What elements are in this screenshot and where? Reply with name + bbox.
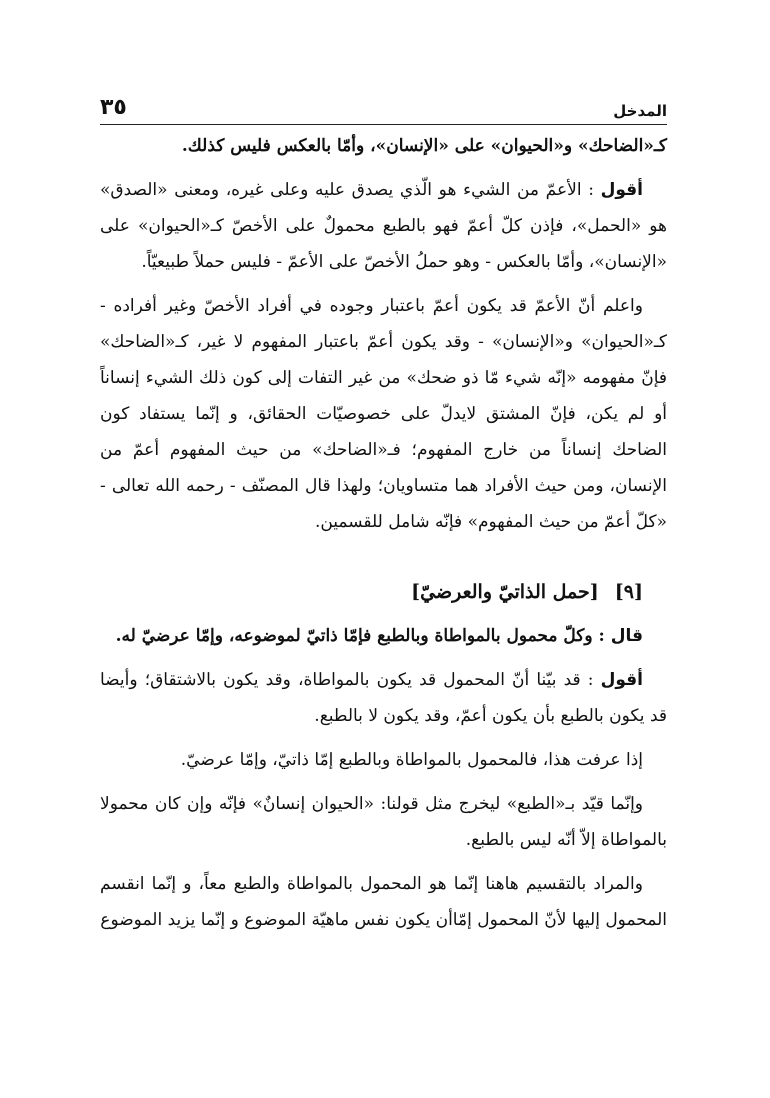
section-label-aqulu: أقول xyxy=(600,670,643,690)
section-spacer xyxy=(100,540,667,574)
section-label-qala: قال xyxy=(610,626,643,646)
section-title: [حمل الذاتيّ والعرضيّ] xyxy=(411,581,599,603)
paragraph-2 xyxy=(100,172,667,280)
paragraph-label-aqulu: أقول xyxy=(600,180,643,200)
section-heading xyxy=(100,574,667,610)
section-text-3: إذا عرفت هذا، فالمحمول بالمواطاة وبالطبع إمّا ذاتيّ، وإمّا عرضيّ. xyxy=(180,750,643,770)
section-text-5: والمراد بالتقسيم هاهنا إنّما هو المحمول بالمواطاة والطبع معاً، و إنّما انقسم المحمول إليها لأنّ المحمول إمّاأن يكون نفس ماهيّة الموضوع و إنّما يزيد الموضوع xyxy=(100,874,667,930)
section-text-1: : وكلّ محمول بالمواطاة وبالطبع فإمّا ذاتيّ لموضوعه، وإمّا عرضيّ له. xyxy=(115,626,605,646)
section-paragraph-2 xyxy=(100,662,667,734)
running-title: المدخل xyxy=(613,102,667,120)
paragraph-text-3: واعلم أنّ الأعمّ قد يكون أعمّ باعتبار وجوده في أفراد الأخصّ وغير أفراده - كـ«الحيوان» و«الإنسان» - وقد يكون أعمّ باعتبار المفهوم لا غير، كـ«الضاحك» فإنّ مفهومه «إنّه شيء مّا ذو ضحك» من غير التفات إلى كون ذلك الشيء إنساناً أو لم يكن، فإنّ المشتق لايدلّ على خصوصيّات الحقائق، و إنّما يستفاد كون الضاحك إنساناً من خارج المفهوم؛ فـ«الضاحك» من حيث المفهوم أعمّ من الإنسان، ومن حيث الأفراد هما متساويان؛ ولهذا قال المصنّف - رحمه الله تعالى - «كلّ أعمّ من حيث المفهوم» فإنّه شامل للقسمين. xyxy=(100,296,667,532)
header-rule xyxy=(100,124,667,125)
page-body xyxy=(100,128,667,938)
page-header xyxy=(100,88,667,120)
section-text-2: : قد بيّنا أنّ المحمول قد يكون بالمواطاة، وقد يكون بالاشتقاق؛ وأيضا قد يكون بالطبع بأن يكون أعمّ، وقد يكون لا بالطبع. xyxy=(100,670,667,726)
section-text-4: وإنّما قيّد بـ«الطبع» ليخرج مثل قولنا: «الحيوان إنسانٌ» فإنّه وإن كان محمولا بالمواطاة إلاّ أنّه ليس بالطبع. xyxy=(100,794,667,850)
section-paragraph-1 xyxy=(100,618,667,654)
page-number: ٣٥ xyxy=(100,95,127,120)
paragraph-text-1: كـ«الضاحك» و«الحيوان» على «الإنسان»، وأمّا بالعكس فليس كذلك. xyxy=(181,136,667,156)
section-number: [٩] xyxy=(614,581,643,603)
paragraph-text-2: : الأعمّ من الشيء هو الّذي يصدق عليه وعلى غيره، ومعنى «الصدق» هو «الحمل»، فإذن كلّ أعمّ فهو بالطبع محمولٌ على الأخصّ كـ«الحيوان» على «الإنسان»، وأمّا بالعكس - وهو حملُ الأخصّ على الأعمّ - فليس حملاً طبيعيّاً. xyxy=(100,180,667,272)
